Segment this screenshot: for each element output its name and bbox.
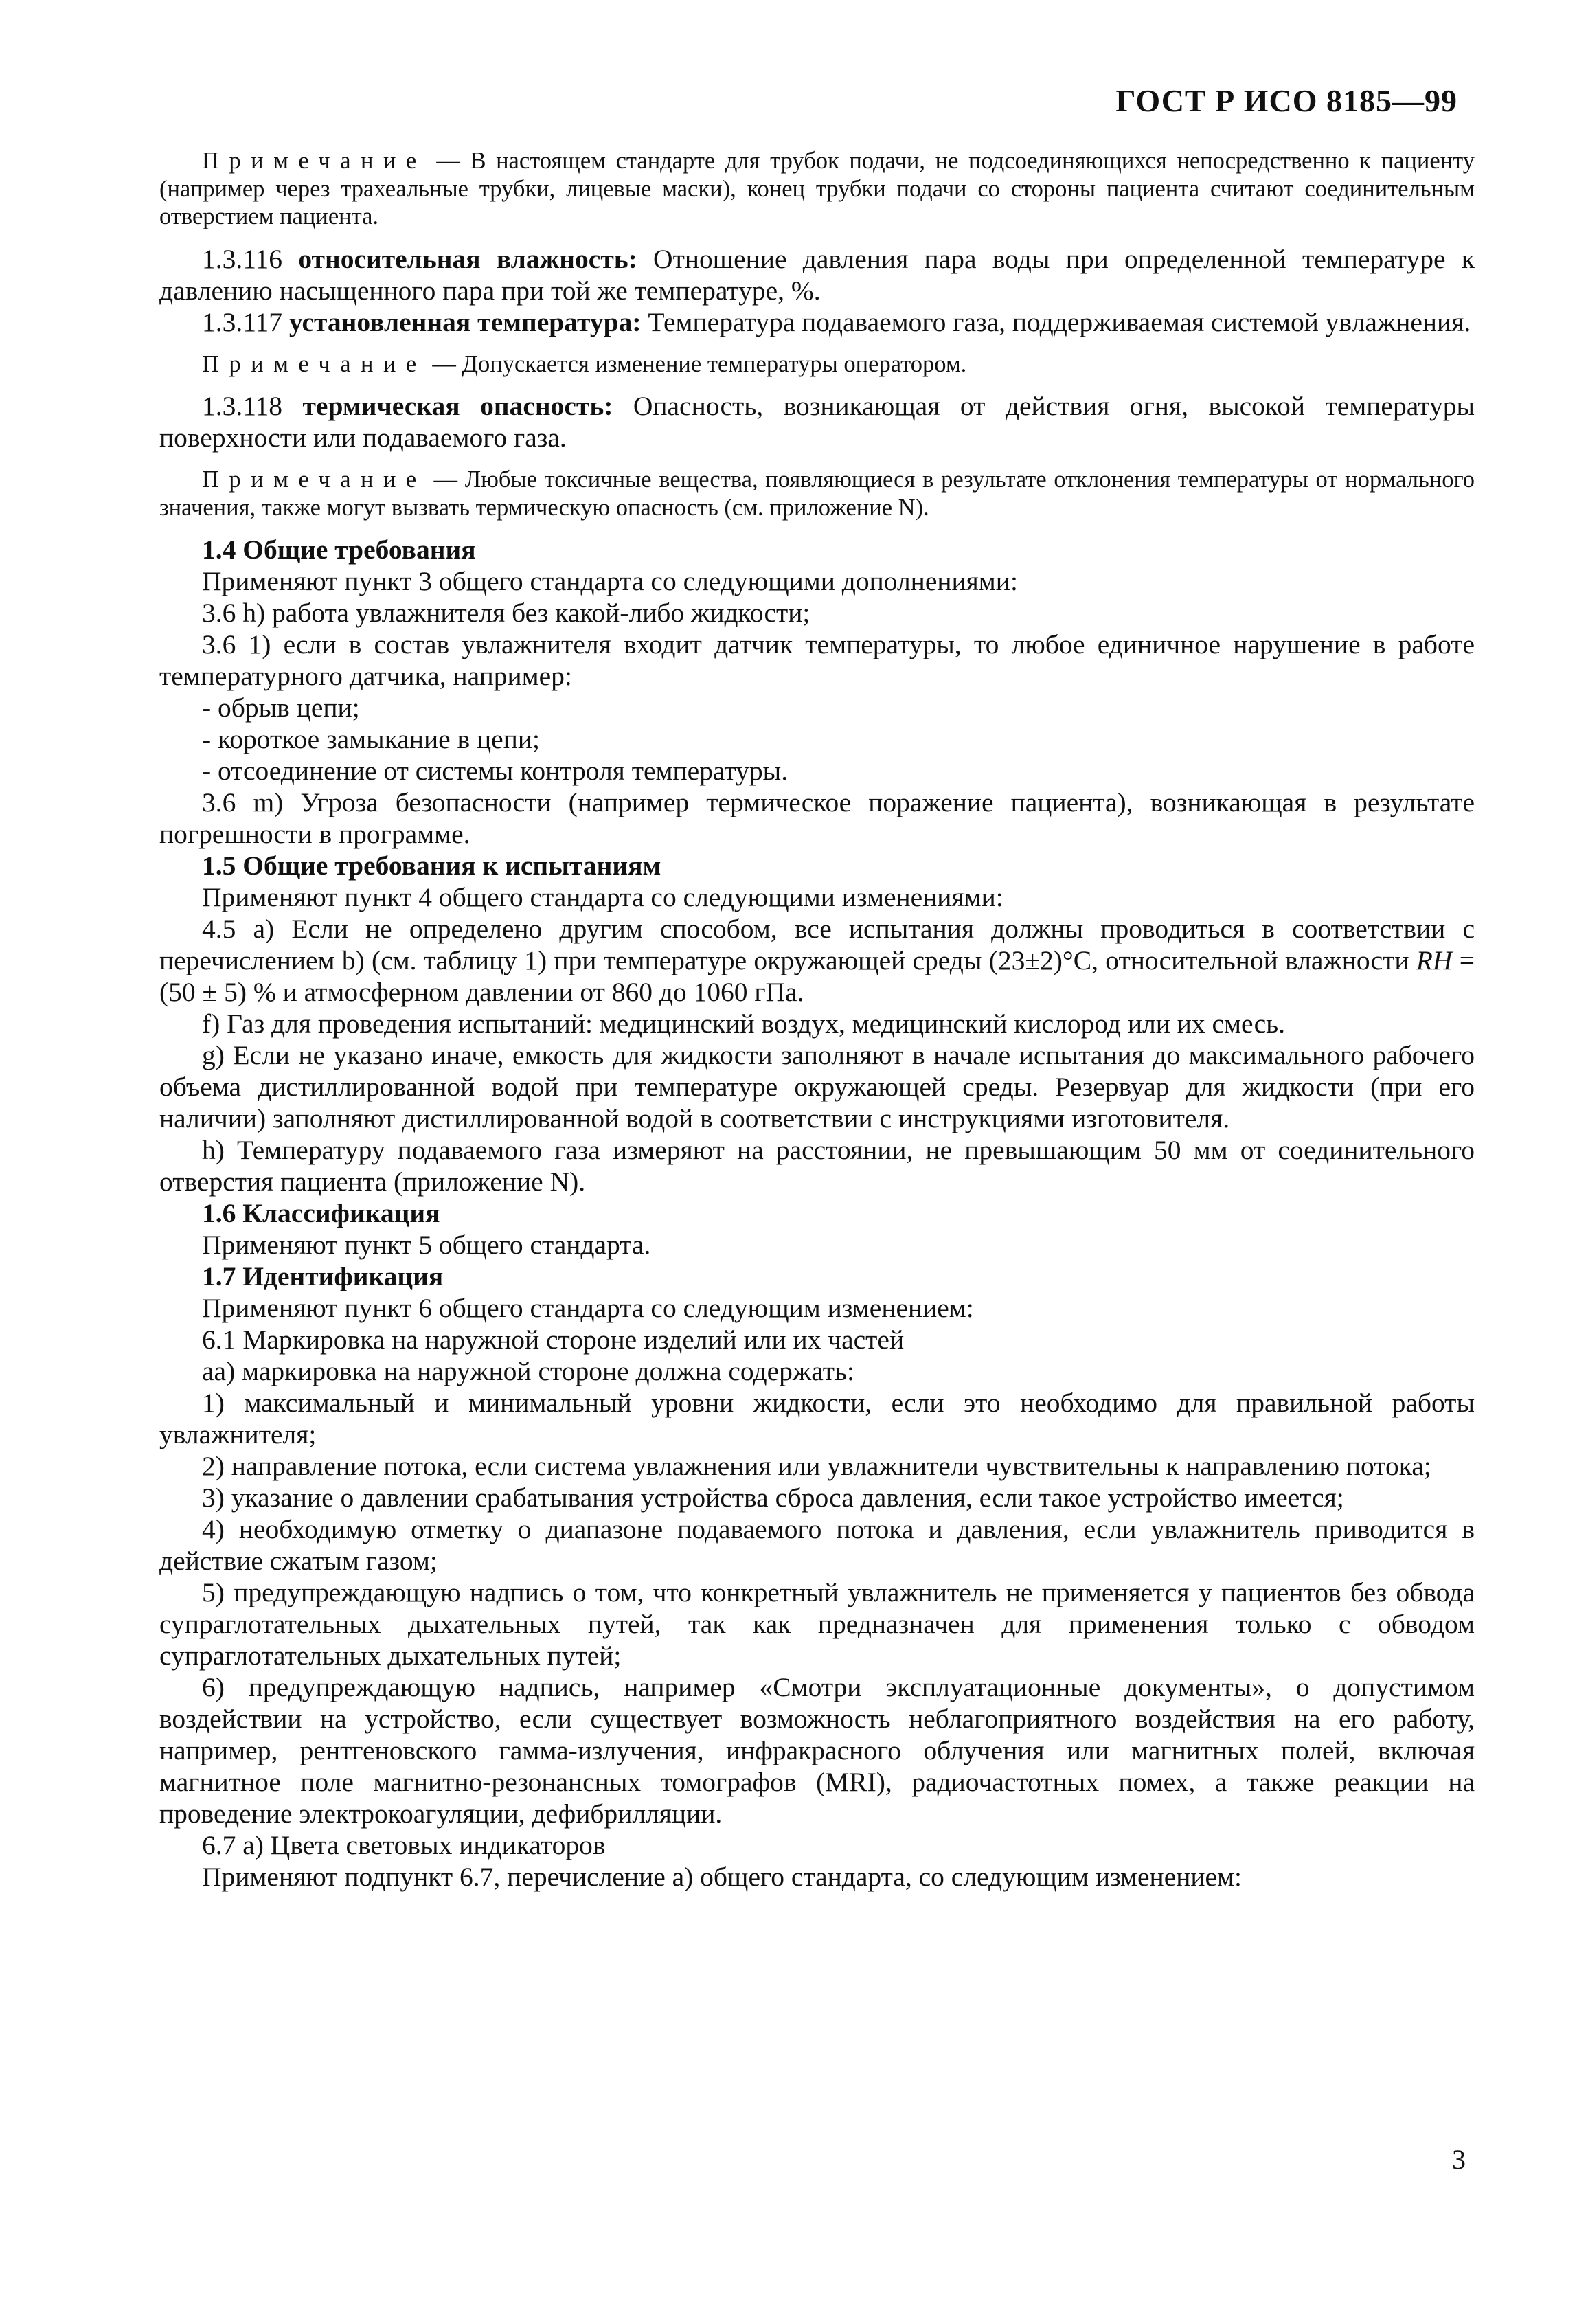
paragraph: аа) маркировка на наружной стороне должна содержать: [202, 1356, 854, 1386]
definition-text: Отношение давления пара воды при определенной температуре к давлению насыщенного пара при той же температуре, %. [159, 243, 1475, 306]
note-paragraph [159, 147, 1475, 231]
definition-paragraph [159, 243, 1475, 306]
rh-symbol: RH [1416, 945, 1453, 975]
section-heading: 1.6 Классификация [202, 1198, 440, 1228]
term: относительная влажность: [298, 243, 637, 274]
paragraph-text: = (50 ± 5) % и атмосферном давлении от 860 до 1060 гПа. [159, 945, 1475, 1007]
note-paragraph [159, 466, 1475, 521]
paragraph: Применяют пункт 3 общего стандарта со следующими дополнениями: [202, 566, 1018, 596]
note-label: Примечание [202, 148, 427, 174]
document-header: ГОСТ Р ИСО 8185—99 [1115, 83, 1457, 118]
paragraph: f) Газ для проведения испытаний: медицинский воздух, медицинский кислород или их смесь. [202, 1008, 1285, 1039]
clause-number: 1.3.117 [202, 306, 289, 337]
page-number: 3 [1452, 2144, 1466, 2175]
clause-number: 1.3.116 [202, 243, 299, 274]
paragraph-text: 4.5 а) Если не определено другим способом, все испытания должны проводиться в соответствии с перечислением b) (см. таблицу 1) при температуре окружающей среды (23±2)°С, относительной влажности [159, 914, 1475, 975]
definition-text: Опасность, возникающая от действия огня, высокой температуры поверхности или подаваемого газа. [159, 391, 1475, 453]
list-item: 4) необходимую отметку о диапазоне подаваемого потока и давления, если увлажнитель приводится в действие сжатым газом; [159, 1514, 1475, 1576]
paragraph: Применяют подпункт 6.7, перечисление а) общего стандарта, со следующим изменением: [202, 1862, 1242, 1892]
note-text: — Любые токсичные вещества, появляющиеся в результате отклонения температуры от нормального значения, также могут вызвать термическую опасность (см. приложение N). [159, 466, 1475, 521]
list-item: 6) предупреждающую надпись, например «Смотри эксплуатационные документы», о допустимом воздействии на устройство, если существует возможность неблагоприятного воздействия на его работу, например, рентгеновского гамма-излучения, инфракрасного облучения или магнитных полей, включая магнитное поле магнитно-резонансных томографов (MRI), радиочастотных помех, а также реакции на проведение электрокоагуляции, дефибрилляции. [159, 1672, 1475, 1829]
note-label: Примечание [202, 350, 427, 377]
paragraph: h) Температуру подаваемого газа измеряют на расстоянии, не превышающим 50 мм от соединительного отверстия пациента (приложение N). [159, 1135, 1475, 1197]
list-item: 1) максимальный и минимальный уровни жидкости, если это необходимо для правильной работы увлажнителя; [159, 1388, 1475, 1449]
section-heading: 1.5 Общие требования к испытаниям [202, 850, 661, 881]
list-item: - короткое замыкание в цепи; [202, 724, 540, 754]
definition-paragraph [159, 390, 1475, 453]
section-heading: 1.4 Общие требования [202, 534, 476, 565]
clause-number: 1.3.118 [202, 391, 303, 421]
section-heading: 1.7 Идентификация [202, 1261, 444, 1291]
list-item: 2) направление потока, если система увлажнения или увлажнители чувствительны к направлению потока; [202, 1451, 1431, 1481]
list-item: 5) предупреждающую надпись о том, что конкретный увлажнитель не применяется у пациентов без обвода супраглотательных дыхательных путей, так как предназначен для применения только с обводом супраглотательных дыхательных путей; [159, 1577, 1475, 1671]
document-body [159, 147, 1475, 1893]
list-item: - отсоединение от системы контроля температуры. [202, 756, 789, 786]
note-text: — В настоящем стандарте для трубок подачи, не подсоединяющихся непосредственно к пациенту (например через трахеальные трубки, лицевые маски), конец трубки подачи со стороны пациента считают соединительным отверстием пациента. [159, 148, 1475, 229]
paragraph: 6.1 Маркировка на наружной стороне изделий или их частей [202, 1324, 905, 1355]
paragraph: 6.7 а) Цвета световых индикаторов [202, 1830, 606, 1860]
paragraph: g) Если не указано иначе, емкость для жидкости заполняют в начале испытания до максимального рабочего объема дистиллированной водой при температуре окружающей среды. Резервуар для жидкости (при его наличии) заполняют дистиллированной водой в соответствии с инструкциями изготовителя. [159, 1040, 1475, 1133]
list-item: 3) указание о давлении срабатывания устройства сброса давления, если такое устройство имеется; [202, 1482, 1344, 1513]
note-label: Примечание [202, 466, 427, 493]
note-text: — Допускается изменение температуры оператором. [426, 350, 967, 377]
paragraph: 3.6 m) Угроза безопасности (например термическое поражение пациента), возникающая в результате погрешности в программе. [159, 787, 1475, 849]
term: термическая опасность: [302, 391, 613, 421]
paragraph: Применяют пункт 5 общего стандарта. [202, 1230, 651, 1260]
paragraph: Применяют пункт 4 общего стандарта со следующими изменениями: [202, 882, 1003, 912]
definition-text: Температура подаваемого газа, поддерживаемая системой увлажнения. [641, 306, 1471, 337]
note-paragraph [159, 350, 1475, 379]
definition-paragraph [159, 306, 1475, 338]
paragraph: Применяют пункт 6 общего стандарта со следующим изменением: [202, 1293, 974, 1323]
term: установленная температура: [288, 306, 642, 337]
paragraph: 3.6 h) работа увлажнителя без какой-либо жидкости; [202, 598, 810, 628]
paragraph [159, 913, 1475, 1008]
list-item: - обрыв цепи; [202, 692, 360, 723]
paragraph: 3.6 1) если в состав увлажнителя входит датчик температуры, то любое единичное нарушение в работе температурного датчика, например: [159, 629, 1475, 691]
